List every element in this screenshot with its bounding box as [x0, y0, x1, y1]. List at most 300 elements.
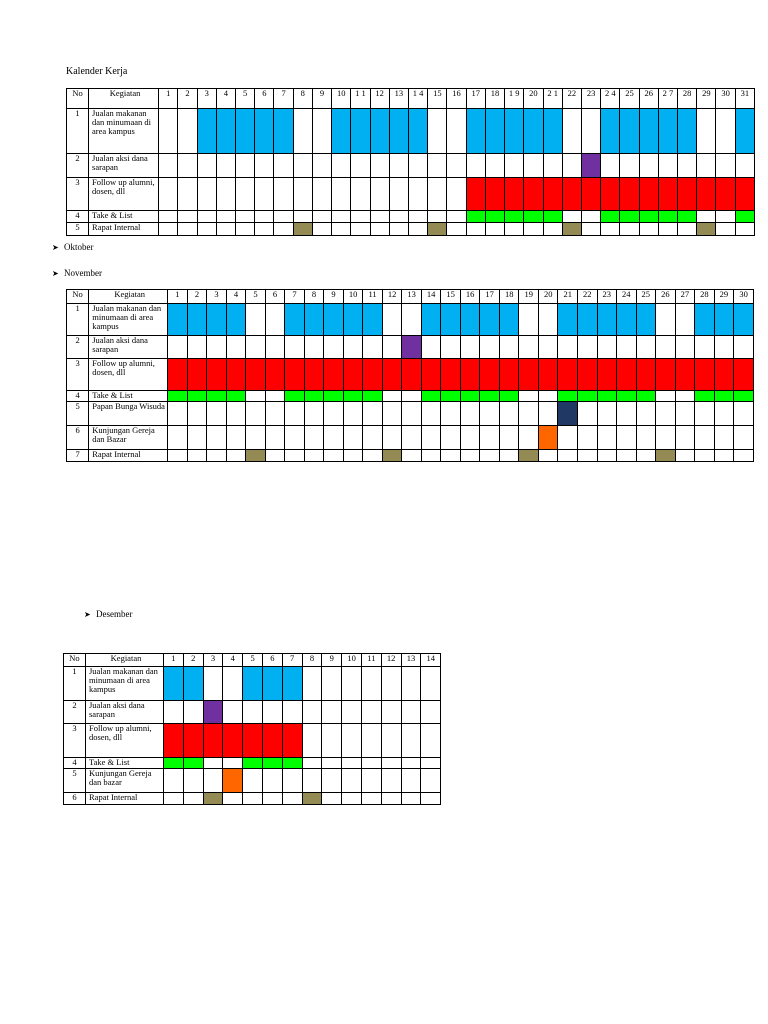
month-label: Desember	[96, 609, 133, 619]
schedule-cell	[734, 336, 754, 359]
schedule-cell	[581, 109, 600, 154]
schedule-cell	[187, 450, 207, 462]
calendar-table-oktober	[66, 88, 755, 236]
schedule-cell	[322, 724, 342, 758]
row-number: 2	[67, 154, 89, 178]
schedule-cell	[243, 701, 263, 724]
header-day-9: 9	[324, 290, 344, 304]
schedule-cell-filled	[304, 304, 324, 336]
schedule-cell	[675, 402, 695, 426]
header-day-13: 13	[402, 290, 422, 304]
schedule-cell-filled	[678, 109, 697, 154]
schedule-cell-filled	[466, 211, 485, 223]
schedule-cell-filled	[421, 359, 441, 391]
schedule-cell-filled	[581, 178, 600, 211]
schedule-cell	[543, 223, 562, 236]
schedule-cell-filled	[203, 793, 223, 805]
schedule-cell	[304, 426, 324, 450]
header-day-17: 17	[480, 290, 500, 304]
schedule-cell-filled	[538, 426, 558, 450]
schedule-cell	[285, 336, 305, 359]
activity-name: Follow up alumni, dosen, dll	[86, 724, 164, 758]
header-day-19: 1 9	[505, 89, 524, 109]
header-day-28: 28	[678, 89, 697, 109]
header-day-8: 8	[293, 89, 312, 109]
schedule-cell-filled	[226, 391, 246, 402]
schedule-cell	[255, 154, 274, 178]
schedule-cell	[363, 402, 383, 426]
schedule-cell	[620, 154, 639, 178]
schedule-cell	[697, 154, 716, 178]
schedule-cell-filled	[428, 223, 447, 236]
header-day-4: 4	[226, 290, 246, 304]
schedule-cell-filled	[578, 359, 598, 391]
schedule-cell-filled	[164, 758, 184, 769]
schedule-cell-filled	[543, 109, 562, 154]
schedule-cell	[293, 154, 312, 178]
header-day-22: 22	[562, 89, 581, 109]
schedule-cell	[636, 336, 656, 359]
schedule-cell	[499, 426, 519, 450]
schedule-cell	[274, 211, 293, 223]
schedule-cell	[332, 154, 351, 178]
schedule-cell	[207, 450, 227, 462]
schedule-cell	[207, 336, 227, 359]
schedule-cell	[274, 178, 293, 211]
schedule-cell-filled	[187, 304, 207, 336]
schedule-cell-filled	[480, 359, 500, 391]
header-no: No	[67, 89, 89, 109]
schedule-cell-filled	[499, 359, 519, 391]
schedule-cell	[312, 211, 331, 223]
schedule-cell	[351, 154, 370, 178]
schedule-cell-filled	[601, 211, 620, 223]
schedule-cell-filled	[293, 223, 312, 236]
schedule-cell	[265, 402, 285, 426]
schedule-cell	[658, 223, 677, 236]
schedule-cell	[695, 402, 715, 426]
schedule-cell-filled	[735, 178, 754, 211]
schedule-cell-filled	[370, 109, 389, 154]
schedule-cell	[428, 211, 447, 223]
schedule-cell	[401, 701, 421, 724]
schedule-cell	[389, 154, 408, 178]
schedule-cell	[519, 402, 539, 426]
schedule-cell	[716, 154, 735, 178]
schedule-cell	[716, 211, 735, 223]
activity-name: Rapat Internal	[86, 793, 164, 805]
schedule-cell-filled	[168, 304, 188, 336]
schedule-cell	[226, 402, 246, 426]
header-day-7: 7	[274, 89, 293, 109]
schedule-cell	[197, 154, 216, 178]
schedule-cell	[293, 109, 312, 154]
header-day-1: 1	[159, 89, 178, 109]
schedule-cell-filled	[183, 667, 203, 701]
schedule-cell	[351, 178, 370, 211]
schedule-cell-filled	[236, 109, 255, 154]
schedule-cell	[246, 402, 266, 426]
schedule-cell	[370, 178, 389, 211]
schedule-cell-filled	[480, 304, 500, 336]
schedule-cell	[262, 793, 282, 805]
schedule-cell	[363, 450, 383, 462]
schedule-cell	[597, 450, 617, 462]
schedule-cell	[223, 758, 243, 769]
schedule-cell	[636, 402, 656, 426]
schedule-cell	[216, 154, 235, 178]
schedule-cell	[601, 223, 620, 236]
header-day-12: 12	[381, 654, 401, 667]
schedule-cell-filled	[243, 667, 263, 701]
schedule-cell	[714, 450, 734, 462]
schedule-cell	[499, 402, 519, 426]
schedule-cell-filled	[223, 724, 243, 758]
schedule-cell	[236, 154, 255, 178]
schedule-cell	[421, 402, 441, 426]
schedule-cell-filled	[597, 304, 617, 336]
header-day-20: 20	[538, 290, 558, 304]
schedule-cell	[466, 223, 485, 236]
row-number: 1	[64, 667, 86, 701]
header-day-8: 8	[302, 654, 322, 667]
schedule-cell-filled	[226, 304, 246, 336]
header-day-26: 26	[639, 89, 658, 109]
schedule-cell	[441, 426, 461, 450]
schedule-cell	[302, 724, 322, 758]
schedule-cell-filled	[505, 211, 524, 223]
header-day-17: 17	[466, 89, 485, 109]
schedule-cell	[421, 724, 441, 758]
header-day-4: 4	[223, 654, 243, 667]
schedule-cell-filled	[168, 391, 188, 402]
schedule-cell	[401, 769, 421, 793]
activity-name: Jualan makanan dan minumaan di area kampus	[89, 304, 168, 336]
schedule-cell	[447, 109, 466, 154]
schedule-cell	[480, 426, 500, 450]
row-number: 4	[67, 391, 89, 402]
row-number: 4	[64, 758, 86, 769]
schedule-cell	[656, 304, 676, 336]
activity-name: Rapat Internal	[89, 223, 159, 236]
activity-row	[67, 391, 754, 402]
schedule-cell-filled	[243, 758, 263, 769]
schedule-cell	[302, 769, 322, 793]
header-day-6: 6	[262, 654, 282, 667]
schedule-cell	[421, 769, 441, 793]
schedule-cell-filled	[262, 667, 282, 701]
schedule-cell-filled	[285, 304, 305, 336]
header-row	[67, 89, 755, 109]
schedule-cell	[716, 223, 735, 236]
schedule-cell	[183, 769, 203, 793]
schedule-cell-filled	[187, 359, 207, 391]
schedule-cell	[159, 223, 178, 236]
schedule-cell	[408, 223, 427, 236]
schedule-cell	[342, 793, 362, 805]
header-day-16: 16	[447, 89, 466, 109]
schedule-cell	[293, 178, 312, 211]
schedule-cell-filled	[207, 391, 227, 402]
schedule-cell-filled	[324, 391, 344, 402]
schedule-cell-filled	[460, 304, 480, 336]
schedule-cell-filled	[597, 359, 617, 391]
schedule-cell	[505, 154, 524, 178]
bullet-arrow-icon: ➤	[52, 269, 59, 278]
schedule-cell	[617, 450, 637, 462]
calendar-table-november	[66, 289, 754, 462]
header-row	[67, 290, 754, 304]
schedule-cell	[519, 304, 539, 336]
schedule-cell	[293, 211, 312, 223]
schedule-cell-filled	[282, 758, 302, 769]
schedule-cell	[203, 758, 223, 769]
header-day-27: 27	[675, 290, 695, 304]
header-day-19: 19	[519, 290, 539, 304]
schedule-cell	[617, 426, 637, 450]
schedule-cell	[197, 178, 216, 211]
schedule-cell	[538, 336, 558, 359]
row-number: 1	[67, 109, 89, 154]
schedule-cell	[178, 109, 197, 154]
header-day-16: 16	[460, 290, 480, 304]
schedule-cell	[408, 178, 427, 211]
schedule-cell	[597, 426, 617, 450]
schedule-cell	[324, 426, 344, 450]
schedule-cell-filled	[343, 359, 363, 391]
schedule-cell-filled	[695, 304, 715, 336]
schedule-cell-filled	[324, 304, 344, 336]
activity-row	[67, 359, 754, 391]
schedule-cell	[312, 178, 331, 211]
schedule-cell	[428, 109, 447, 154]
schedule-cell	[656, 336, 676, 359]
schedule-cell-filled	[714, 391, 734, 402]
schedule-cell	[402, 304, 422, 336]
header-day-30: 30	[734, 290, 754, 304]
schedule-cell	[714, 336, 734, 359]
schedule-cell	[159, 109, 178, 154]
schedule-cell	[168, 426, 188, 450]
schedule-cell	[363, 336, 383, 359]
header-no: No	[67, 290, 89, 304]
schedule-cell	[342, 701, 362, 724]
schedule-cell	[716, 109, 735, 154]
activity-name: Take & List	[86, 758, 164, 769]
activity-name: Jualan makanan dan minumaan di area kampus	[86, 667, 164, 701]
schedule-cell-filled	[658, 211, 677, 223]
schedule-cell	[216, 211, 235, 223]
schedule-cell	[460, 426, 480, 450]
schedule-cell	[361, 793, 381, 805]
schedule-cell-filled	[578, 304, 598, 336]
schedule-cell-filled	[735, 109, 754, 154]
header-day-20: 20	[524, 89, 543, 109]
schedule-cell	[480, 450, 500, 462]
header-day-25: 25	[620, 89, 639, 109]
schedule-cell-filled	[304, 391, 324, 402]
schedule-cell	[734, 450, 754, 462]
schedule-cell	[226, 450, 246, 462]
schedule-cell-filled	[183, 758, 203, 769]
schedule-cell	[226, 426, 246, 450]
schedule-cell	[381, 769, 401, 793]
schedule-cell	[370, 154, 389, 178]
schedule-cell	[695, 426, 715, 450]
schedule-cell	[285, 426, 305, 450]
schedule-cell	[302, 667, 322, 701]
schedule-cell-filled	[678, 211, 697, 223]
header-day-11: 11	[361, 654, 381, 667]
header-day-15: 15	[428, 89, 447, 109]
schedule-cell	[178, 223, 197, 236]
schedule-cell-filled	[216, 109, 235, 154]
schedule-cell	[408, 154, 427, 178]
schedule-cell	[734, 426, 754, 450]
schedule-cell	[187, 402, 207, 426]
schedule-cell	[578, 426, 598, 450]
schedule-cell	[282, 701, 302, 724]
schedule-cell-filled	[460, 391, 480, 402]
schedule-cell-filled	[597, 391, 617, 402]
header-day-25: 25	[636, 290, 656, 304]
schedule-cell-filled	[734, 304, 754, 336]
schedule-cell	[381, 701, 401, 724]
schedule-cell-filled	[658, 109, 677, 154]
schedule-cell	[312, 154, 331, 178]
schedule-cell	[262, 701, 282, 724]
schedule-cell-filled	[187, 391, 207, 402]
schedule-cell-filled	[274, 109, 293, 154]
schedule-cell	[581, 211, 600, 223]
header-day-29: 29	[697, 89, 716, 109]
schedule-cell	[402, 450, 422, 462]
activity-name: Jualan aksi dana sarapan	[89, 154, 159, 178]
schedule-cell-filled	[695, 359, 715, 391]
schedule-cell	[343, 402, 363, 426]
schedule-cell	[282, 769, 302, 793]
schedule-cell-filled	[499, 304, 519, 336]
schedule-cell	[203, 769, 223, 793]
schedule-cell-filled	[562, 223, 581, 236]
schedule-cell	[597, 336, 617, 359]
schedule-cell-filled	[265, 359, 285, 391]
header-day-23: 23	[597, 290, 617, 304]
schedule-cell	[447, 154, 466, 178]
row-number: 6	[64, 793, 86, 805]
schedule-cell	[485, 223, 504, 236]
schedule-cell	[578, 402, 598, 426]
schedule-cell	[183, 793, 203, 805]
schedule-cell	[255, 211, 274, 223]
schedule-cell	[361, 724, 381, 758]
schedule-cell-filled	[524, 211, 543, 223]
schedule-cell	[312, 109, 331, 154]
schedule-cell	[343, 336, 363, 359]
schedule-cell-filled	[389, 109, 408, 154]
row-number: 4	[67, 211, 89, 223]
schedule-cell-filled	[421, 391, 441, 402]
header-day-2: 2	[187, 290, 207, 304]
schedule-cell	[159, 154, 178, 178]
schedule-cell	[389, 178, 408, 211]
header-day-13: 13	[401, 654, 421, 667]
schedule-cell-filled	[332, 109, 351, 154]
schedule-cell	[538, 402, 558, 426]
schedule-cell-filled	[735, 211, 754, 223]
schedule-cell	[421, 701, 441, 724]
activity-name: Kunjungan Gereja dan Bazar	[89, 426, 168, 450]
schedule-cell	[361, 769, 381, 793]
header-day-8: 8	[304, 290, 324, 304]
schedule-cell	[246, 391, 266, 402]
schedule-cell	[304, 336, 324, 359]
row-number: 6	[67, 426, 89, 450]
schedule-cell-filled	[246, 359, 266, 391]
schedule-cell	[562, 109, 581, 154]
schedule-cell	[620, 223, 639, 236]
schedule-cell-filled	[558, 304, 578, 336]
schedule-cell	[524, 223, 543, 236]
schedule-cell	[617, 402, 637, 426]
schedule-cell-filled	[734, 391, 754, 402]
schedule-cell	[361, 758, 381, 769]
schedule-cell-filled	[203, 701, 223, 724]
schedule-cell	[695, 336, 715, 359]
schedule-cell	[578, 450, 598, 462]
schedule-cell	[524, 154, 543, 178]
schedule-cell-filled	[466, 178, 485, 211]
schedule-cell-filled	[620, 178, 639, 211]
schedule-cell-filled	[363, 391, 383, 402]
schedule-cell	[636, 450, 656, 462]
activity-row	[67, 154, 755, 178]
header-day-18: 18	[485, 89, 504, 109]
schedule-cell	[216, 223, 235, 236]
schedule-cell-filled	[639, 109, 658, 154]
schedule-cell	[236, 223, 255, 236]
header-day-7: 7	[285, 290, 305, 304]
schedule-cell	[381, 758, 401, 769]
schedule-cell	[324, 450, 344, 462]
header-day-21: 2 1	[543, 89, 562, 109]
header-day-6: 6	[255, 89, 274, 109]
schedule-cell	[223, 701, 243, 724]
schedule-cell	[538, 450, 558, 462]
schedule-cell	[735, 154, 754, 178]
schedule-cell-filled	[505, 109, 524, 154]
header-day-6: 6	[265, 290, 285, 304]
schedule-cell	[285, 450, 305, 462]
month-heading-november	[52, 268, 102, 278]
schedule-cell-filled	[402, 359, 422, 391]
schedule-cell	[402, 391, 422, 402]
schedule-cell-filled	[255, 109, 274, 154]
header-day-26: 26	[656, 290, 676, 304]
schedule-cell	[255, 223, 274, 236]
header-activity: Kegiatan	[86, 654, 164, 667]
schedule-cell-filled	[505, 178, 524, 211]
schedule-cell-filled	[620, 211, 639, 223]
schedule-cell	[274, 223, 293, 236]
activity-row	[64, 758, 441, 769]
schedule-cell	[382, 426, 402, 450]
header-day-1: 1	[164, 654, 184, 667]
schedule-cell	[675, 450, 695, 462]
header-day-9: 9	[322, 654, 342, 667]
schedule-cell	[714, 402, 734, 426]
schedule-cell-filled	[734, 359, 754, 391]
